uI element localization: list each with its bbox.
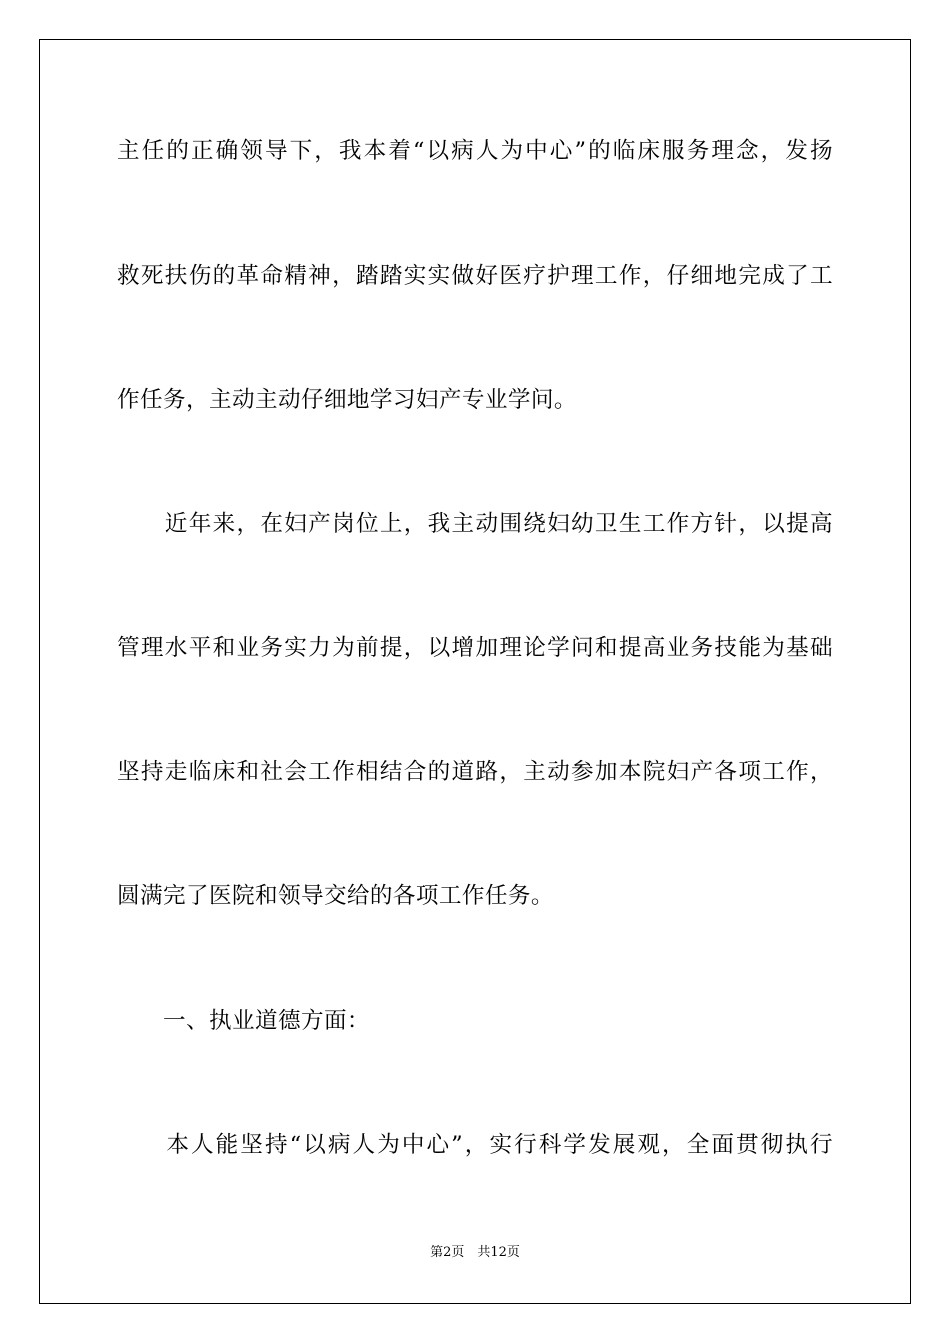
body-line-9: 本人能坚持“以病人为中心”，实行科学发展观，全面贯彻执行	[117, 1132, 833, 1158]
page-border	[39, 39, 911, 1304]
section-heading: 一、执业道德方面：	[117, 1008, 370, 1034]
body-line-4: 近年来，在妇产岗位上，我主动围绕妇幼卫生工作方针，以提高	[117, 511, 833, 537]
body-line-5: 管理水平和业务实力为前提，以增加理论学问和提高业务技能为基础	[117, 635, 833, 661]
page-number-footer: 第2页 共12页	[430, 1245, 520, 1260]
body-line-2: 救死扶伤的革命精神，踏踏实实做好医疗护理工作，仔细地完成了工	[117, 263, 833, 289]
body-line-7: 圆满完了医院和领导交给的各项工作任务。	[117, 883, 554, 909]
body-line-1: 主任的正确领导下，我本着“以病人为中心”的临床服务理念，发扬	[117, 138, 833, 164]
body-line-3: 作任务，主动主动仔细地学习妇产专业学问。	[117, 387, 577, 413]
body-line-6: 坚持走临床和社会工作相结合的道路，主动参加本院妇产各项工作，	[117, 759, 833, 785]
